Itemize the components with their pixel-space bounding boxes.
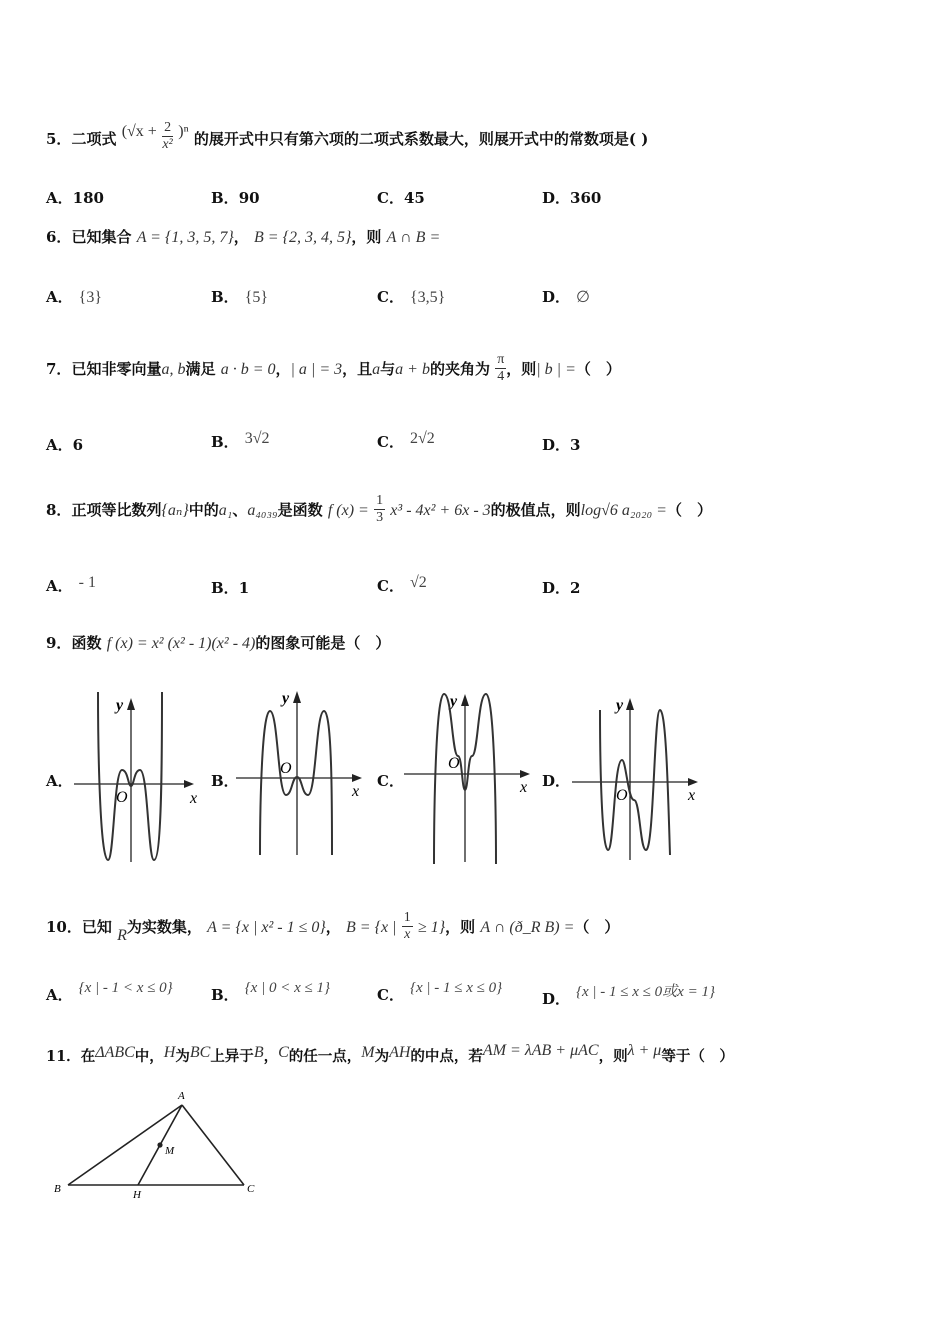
- origin-label: O: [280, 760, 292, 777]
- label-a: A: [178, 1090, 185, 1102]
- angle-fraction: $\frac{\pi}{4}$: [497, 352, 505, 384]
- origin-label: O: [616, 787, 628, 804]
- binomial-close: )ⁿ: [178, 123, 189, 140]
- question-9: 9．函数 f (x) = x² (x² - 1)(x² - 4)的图象可能是（ ）: [46, 634, 391, 652]
- q9-option-c-label[interactable]: C．: [377, 772, 404, 790]
- x-label: x: [520, 779, 528, 796]
- real-set: R: [117, 927, 127, 944]
- q7-option-a[interactable]: A．6: [46, 436, 84, 454]
- question-number: 8．: [46, 501, 72, 519]
- q5-option-b[interactable]: B．90: [211, 189, 260, 207]
- question-5: [46, 120, 648, 153]
- q8-option-b[interactable]: B．1: [211, 579, 250, 597]
- triangle-figure: [48, 1085, 268, 1205]
- origin-label: O: [116, 789, 128, 806]
- question-number: 7．: [46, 360, 72, 378]
- q10-option-d[interactable]: D． {x | - 1 ≤ x ≤ 0或x = 1}: [542, 984, 715, 1008]
- condition-norm: | a | = 3: [290, 361, 343, 378]
- label-m: M: [165, 1145, 175, 1157]
- q9-graph-a[interactable]: [70, 690, 210, 865]
- q8-option-d[interactable]: D．2: [542, 579, 581, 597]
- q7-option-c[interactable]: C． 2√2: [377, 430, 435, 451]
- origin-label: O: [448, 755, 460, 772]
- set-a: A = {1, 3, 5, 7}: [136, 229, 234, 246]
- q6-option-b[interactable]: B． {5}: [211, 288, 269, 306]
- binomial-open: (√x +: [121, 123, 157, 140]
- function-expr: f (x) = x² (x² - 1)(x² - 4): [106, 635, 256, 652]
- q5-option-c[interactable]: C．45: [377, 189, 425, 207]
- q10-option-a[interactable]: A． {x | - 1 < x ≤ 0}: [46, 980, 173, 1004]
- q10-option-b[interactable]: B． {x | 0 < x ≤ 1}: [211, 980, 330, 1004]
- question-8: 8．正项等比数列{aₙ}中的a₁、a₄₀₃₉是函数 f (x) = $\frac{1}{3}$ x³ - 4x² + 6x - 3的极值点，则log√6 a₂₀₂₀ =（ ）: [46, 493, 712, 525]
- x-label: x: [352, 783, 360, 800]
- set-b-post: ≥ 1}: [417, 919, 446, 936]
- question-number: 5．: [46, 130, 72, 148]
- question-7: 7．已知非零向量a, b满足 a · b = 0，| a | = 3，且a与a + b的夹角为 $\frac{\pi}{4}$ ，则| b | =（ ）: [46, 352, 621, 384]
- q9-option-a-label[interactable]: A．: [46, 772, 73, 790]
- function-curve: [260, 711, 332, 855]
- x-label: x: [688, 787, 696, 804]
- y-arrow-icon: [626, 698, 634, 710]
- question-text-tail: 的展开式中只有第六项的二项式系数最大，则展开式中的常数项是( ): [193, 130, 649, 148]
- label-b: B: [54, 1183, 61, 1195]
- question-6: 6．已知集合 A = {1, 3, 5, 7}， B = {2, 3, 4, 5}，则 A ∩ B =: [46, 228, 441, 246]
- q9-graph-d[interactable]: [568, 690, 708, 865]
- question-text: 二项式: [71, 130, 117, 148]
- function-lhs: f (x) =: [327, 502, 369, 519]
- x-label: x: [190, 790, 198, 807]
- function-rhs: x³ - 4x² + 6x - 3: [390, 502, 491, 519]
- vector-equation: AM = λAB + μAC: [482, 1042, 599, 1059]
- q5-option-d[interactable]: D．360: [542, 189, 602, 207]
- y-label: y: [282, 690, 290, 707]
- condition-dot: a · b = 0: [220, 361, 276, 378]
- question-11: 11．在ΔABC中，H为BC上异于B，C的任一点，M为AH的中点，若AM = λAB + μAC，则λ + μ等于（ ）: [46, 1042, 734, 1065]
- q8-option-c[interactable]: C． √2: [377, 574, 427, 595]
- q10-option-c[interactable]: C． {x | - 1 ≤ x ≤ 0}: [377, 980, 503, 1004]
- q7-option-b[interactable]: B． 3√2: [211, 430, 270, 451]
- y-arrow-icon: [461, 694, 469, 706]
- x-arrow-icon: [520, 770, 530, 778]
- question-number: 9．: [46, 634, 72, 652]
- q5-option-a[interactable]: A．180: [46, 189, 104, 207]
- y-arrow-icon: [127, 698, 135, 710]
- function-curve: [98, 692, 162, 860]
- label-h: H: [133, 1189, 141, 1201]
- set-b: B = {2, 3, 4, 5}: [254, 229, 352, 246]
- y-arrow-icon: [293, 691, 301, 703]
- side-ac: [182, 1105, 244, 1185]
- intersection-expr: A ∩ B =: [386, 229, 441, 246]
- question-number: 6．: [46, 228, 72, 246]
- q9-graph-c[interactable]: [400, 686, 540, 866]
- y-label: y: [450, 693, 458, 710]
- question-number: 10．: [46, 918, 82, 936]
- label-c: C: [247, 1183, 255, 1195]
- x-arrow-icon: [352, 774, 362, 782]
- q7-option-d[interactable]: D．3: [542, 436, 581, 454]
- point-m: [157, 1142, 162, 1147]
- q8-option-a[interactable]: A． - 1: [46, 574, 96, 595]
- x-arrow-icon: [184, 780, 194, 788]
- function-fraction: $\frac{1}{3}$: [376, 493, 384, 525]
- x-arrow-icon: [688, 778, 698, 786]
- q9-option-d-label[interactable]: D．: [542, 772, 571, 790]
- binomial-fraction: $\frac{2}{\text{x²}}$: [162, 120, 173, 152]
- y-label: y: [116, 697, 124, 714]
- q6-option-a[interactable]: A． {3}: [46, 288, 102, 306]
- log-expr: log√6 a₂₀₂₀ =: [580, 502, 667, 519]
- set-b-pre: B = {x |: [346, 919, 397, 936]
- set-a: A = {x | x² - 1 ≤ 0}: [207, 919, 326, 936]
- complement-expr: A ∩ (ð_R B) =: [480, 919, 575, 936]
- set-b-fraction: $\frac{1}{x}$: [403, 910, 411, 942]
- q9-option-b-label[interactable]: B．: [211, 772, 239, 790]
- q9-graph-b[interactable]: [232, 683, 372, 858]
- y-label: y: [616, 697, 624, 714]
- question-10: 10．已知 R为实数集， A = {x | x² - 1 ≤ 0}， B = {x | $\frac{1}{x}$ ≥ 1}，则 A ∩ (ð_R B) =（ ）: [46, 910, 620, 944]
- q6-option-d[interactable]: D． ∅: [542, 288, 590, 306]
- question-number: 11．: [46, 1048, 81, 1065]
- q6-option-c[interactable]: C． {3,5}: [377, 288, 446, 306]
